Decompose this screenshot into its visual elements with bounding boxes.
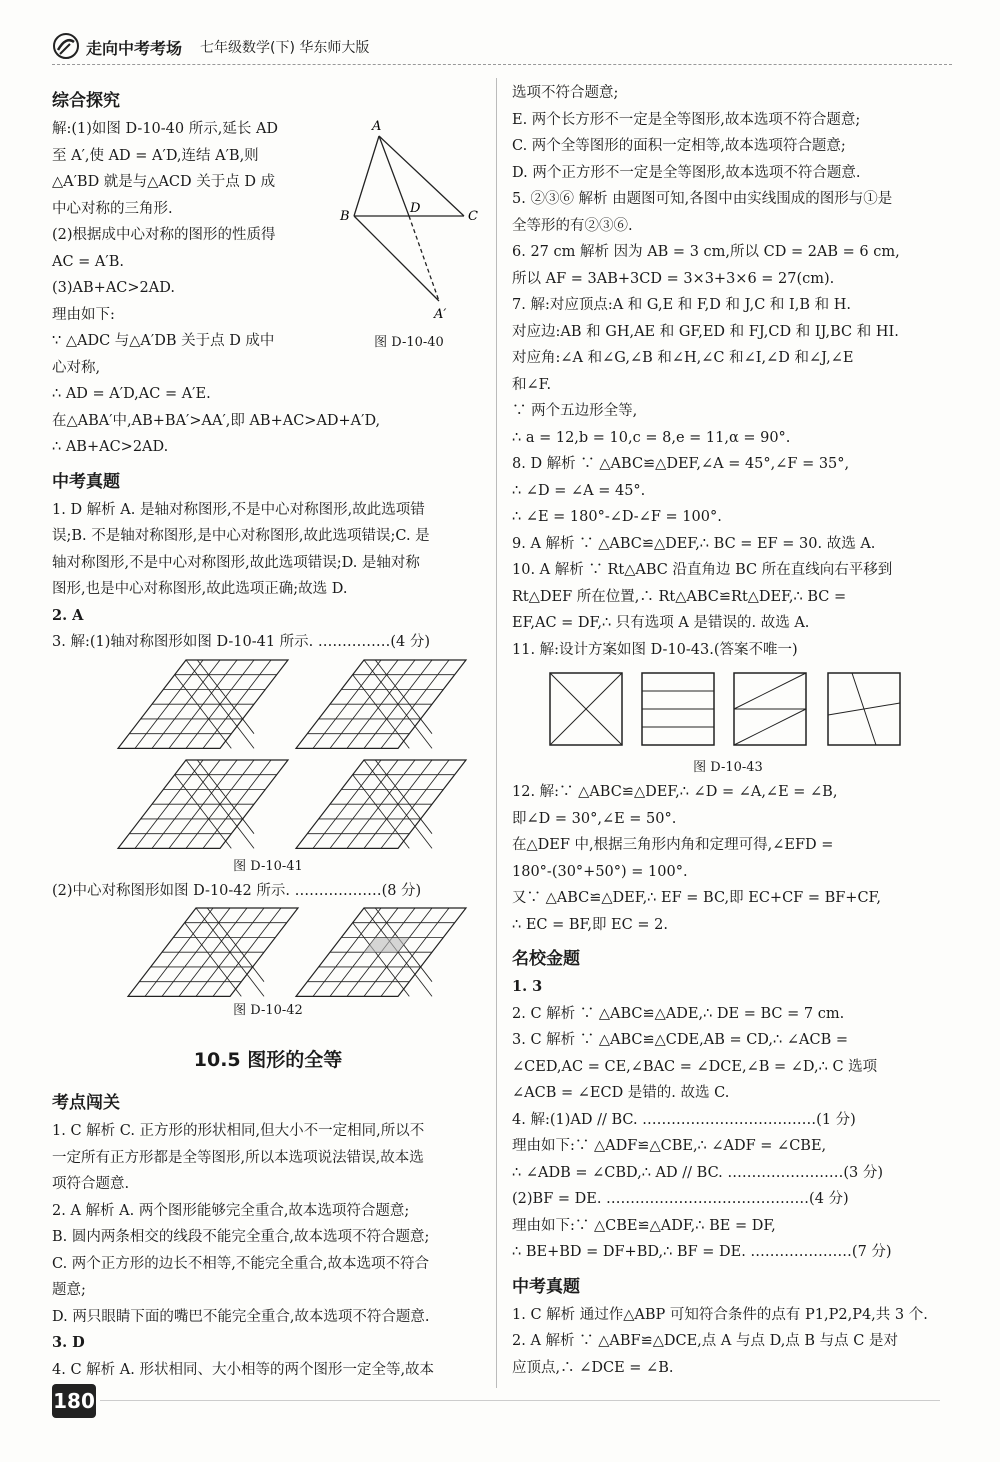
axis-figure-4 [296, 760, 466, 848]
sec1-line: 中心对称的三角形. [52, 200, 173, 217]
section-heading-exam-2: 中考真题 [512, 1276, 580, 1297]
page-number: 180 [52, 1384, 96, 1418]
answer-line: 所以 AF = 3AB+3CD = 3×3+3×6 = 27(cm). [512, 270, 835, 287]
kd-line: C. 两个正方形的边长不相等,不能完全重合,故本选项不符合 [52, 1255, 430, 1272]
section-heading-checkpoint: 考点闯关 [52, 1093, 120, 1113]
mx-line: ∴ BE+BD = DF+BD,∴ BF = DE. …………………(7 分) [512, 1244, 892, 1260]
book-subtitle: 七年级数学(下) 华东师大版 [200, 40, 370, 56]
label-A: A [372, 119, 382, 134]
label-A-prime: A′ [434, 307, 447, 322]
answer-line: 5. ②③⑥ 解析 由题图可知,各图中由实线围成的图形与①是 [512, 191, 893, 207]
kd-line: D. 两只眼睛下面的嘴巴不能完全重合,故本选项不符合题意. [52, 1308, 430, 1325]
square-design-3 [734, 673, 806, 745]
mx-line: 3. C 解析 ∵ △ABC≌△CDE,AB = CD,∴ ∠ACB = [512, 1032, 848, 1048]
label-C: C [468, 209, 478, 224]
tri-grid-figures [52, 656, 484, 856]
sec1-line: 解:(1)如图 D-10-40 所示,延长 AD [52, 121, 279, 137]
section-heading-comprehensive: 综合探究 [52, 91, 120, 111]
figure-d-10-41 [52, 656, 484, 856]
answer-line: 对应角:∠A 和∠G,∠B 和∠H,∠C 和∠I,∠D 和∠J,∠E [512, 350, 854, 366]
kd-line: 3. D [52, 1334, 85, 1351]
sec1-line: AC = A′B. [52, 253, 124, 270]
answer-line: 11. 解:设计方案如图 D-10-43.(答案不唯一) [512, 641, 798, 658]
q2-line: 2. A [52, 606, 84, 624]
footer-divider [100, 1400, 940, 1401]
sec1-line: (3)AB+AC>2AD. [52, 280, 175, 296]
mx-line: 2. C 解析 ∵ △ABC≌△ADE,∴ DE = BC = 7 cm. [512, 1005, 845, 1022]
section-title-10-5: 10.5 图形的全等 [193, 1049, 343, 1071]
zk-line: 1. C 解析 通过作△ABP 可知符合条件的点有 P1,P2,P4,共 3 个. [512, 1306, 928, 1323]
q1-line: 1. D 解析 A. 是轴对称图形,不是中心对称图形,故此选项错 [52, 501, 425, 518]
figure-d-10-40 [334, 116, 484, 356]
kd-line: 一定所有正方形都是全等图形,所以本选项说法错误,故本选 [52, 1149, 424, 1166]
answer-line: 7. 解:对应顶点:A 和 G,E 和 F,D 和 J,C 和 I,B 和 H. [512, 297, 851, 313]
q1-line: 图形,也是中心对称图形,故此选项正确;故选 D. [52, 581, 348, 597]
answer-line: 6. 27 cm 解析 因为 AB = 3 cm,所以 CD = 2AB = 6 cm, [512, 244, 900, 260]
square-design-2 [642, 673, 714, 745]
kd-line: 4. C 解析 A. 形状相同、大小相等的两个图形一定全等,故本 [52, 1361, 435, 1378]
answer-line: 在△DEF 中,根据三角形内角和定理可得,∠EFD = [512, 837, 834, 853]
answer-line: ∴ ∠E = 180°-∠D-∠F = 100°. [512, 509, 722, 525]
figure-caption: 图 D-10-41 [233, 858, 303, 874]
book-title: 走向中考考场 [86, 39, 183, 58]
axis-figure-1 [118, 660, 288, 748]
center-figure-1 [128, 908, 298, 996]
q3-line-2: (2)中心对称图形如图 D-10-42 所示. ………………(8 分) [52, 882, 422, 899]
figure-d-10-42 [52, 904, 484, 1000]
answer-line: 9. A 解析 ∵ △ABC≌△DEF,∴ BC = EF = 30. 故选 A. [512, 535, 876, 552]
answer-line: 8. D 解析 ∵ △ABC≌△DEF,∠A = 45°,∠F = 35°, [512, 456, 850, 472]
square-division-figures [512, 669, 944, 757]
triangle-diagram [334, 116, 484, 331]
sec1-line: 心对称, [52, 359, 101, 376]
page-header [52, 30, 952, 66]
kd-line: 1. C 解析 C. 正方形的形状相同,但大小不一定相同,所以不 [52, 1123, 425, 1139]
answer-line: Rt△DEF 所在位置,∴ Rt△ABC≌Rt△DEF,∴ BC = [512, 588, 847, 605]
q1-line: 误;B. 不是轴对称图形,是中心对称图形,故此选项错误;C. 是 [52, 528, 430, 544]
zk-line: 2. A 解析 ∵ △ABF≌△DCE,点 A 与点 D,点 B 与点 C 是对 [512, 1333, 898, 1349]
sec1-line: 在△ABA′中,AB+BA′>AA′,即 AB+AC>AD+A′D, [52, 412, 381, 429]
sec1-line: ∵ △ADC 与△A′DB 关于点 D 成中 [52, 333, 275, 349]
zk-line: 应顶点,∴ ∠DCE = ∠B. [512, 1359, 674, 1376]
kd-line: B. 圆内两条相交的线段不能完全重合,故本选项不符合题意; [52, 1229, 430, 1245]
sec1-line: 至 A′,使 AD = A′D,连结 A′B,则 [52, 147, 259, 164]
figure-caption: 图 D-10-42 [233, 1003, 303, 1018]
answer-line: EF,AC = DF,∴ 只有选项 A 是错误的. 故选 A. [512, 615, 810, 631]
answer-line: C. 两个全等图形的面积一定相等,故本选项符合题意; [512, 138, 846, 154]
book-logo-icon [52, 32, 80, 60]
q3-line: 3. 解:(1)轴对称图形如图 D-10-41 所示. ……………(4 分) [52, 634, 431, 650]
mx-line: (2)BF = DE. ……………………………………(4 分) [512, 1191, 849, 1207]
mx-line: 1. 3 [512, 978, 543, 995]
square-design-4 [828, 673, 900, 745]
center-figure-2 [296, 908, 466, 996]
answer-line: D. 两个正方形不一定是全等图形,故本选项不符合题意. [512, 164, 861, 181]
right-column [512, 80, 944, 1381]
answer-line: E. 两个长方形不一定是全等图形,故本选项不符合题意; [512, 111, 861, 128]
sec1-line: ∴ AD = A′D,AC = A′E. [52, 386, 211, 402]
answer-line: 和∠F. [512, 376, 552, 393]
answer-line: ∴ a = 12,b = 10,c = 8,e = 11,α = 90°. [512, 429, 791, 446]
left-column [52, 80, 484, 1383]
kd-line: 题意; [52, 1282, 86, 1298]
figure-d-10-43 [512, 669, 944, 757]
mx-line: ∠ACB = ∠ECD 是错的. 故选 C. [512, 1085, 730, 1101]
label-B: B [340, 209, 350, 224]
mx-line: ∠CED,AC = CE,∠BAC = ∠DCE,∠B = ∠D,∴ C 选项 [512, 1058, 878, 1075]
mx-line: ∴ ∠ADB = ∠CBD,∴ AD // BC. ……………………(3 分) [512, 1164, 884, 1181]
figure-caption: 图 D-10-43 [693, 760, 763, 775]
label-D: D [410, 201, 421, 216]
answer-line: ∴ ∠D = ∠A = 45°. [512, 482, 646, 499]
sec1-block [52, 116, 484, 461]
kd-line: 2. A 解析 A. 两个图形能够完全重合,故本选项符合题意; [52, 1202, 410, 1219]
sec1-line: (2)根据成中心对称的图形的性质得 [52, 227, 276, 243]
figure-caption: 图 D-10-40 [374, 335, 444, 350]
answer-line: 180°-(30°+50°) = 100°. [512, 863, 688, 880]
answer-line: ∴ EC = BF,即 EC = 2. [512, 916, 668, 933]
answer-line: 选项不符合题意; [512, 85, 619, 101]
q1-line: 轴对称图形,不是中心对称图形,故此选项错误;D. 是轴对称 [52, 554, 420, 571]
sec1-line: ∴ AB+AC>2AD. [52, 439, 169, 455]
kd-line: 项符合题意. [52, 1176, 130, 1192]
header-divider [52, 64, 952, 65]
answer-line: 对应边:AB 和 GH,AE 和 GF,ED 和 FJ,CD 和 IJ,BC 和 HI. [512, 323, 899, 340]
answer-line: 又∵ △ABC≌△DEF,∴ EF = BC,即 EC+CF = BF+CF, [512, 890, 881, 906]
answer-line: 即∠D = 30°,∠E = 50°. [512, 810, 677, 827]
answer-line: 10. A 解析 ∵ Rt△ABC 沿直角边 BC 所在直线向右平移到 [512, 562, 893, 578]
sec1-line: △A′BD 就是与△ACD 关于点 D 成 [52, 174, 276, 190]
center-sym-figures [52, 904, 484, 1000]
mx-line: 理由如下:∵ △CBE≌△ADF,∴ BE = DF, [512, 1217, 776, 1234]
axis-figure-3 [118, 760, 288, 848]
answer-line: ∵ 两个五边形全等, [512, 403, 638, 419]
section-heading-famous-school: 名校金题 [512, 949, 580, 969]
sec1-line: 理由如下: [52, 306, 115, 323]
column-divider [496, 78, 497, 1388]
section-heading-exam: 中考真题 [52, 471, 120, 492]
answer-line: 12. 解:∵ △ABC≌△DEF,∴ ∠D = ∠A,∠E = ∠B, [512, 784, 838, 800]
mx-line: 理由如下:∵ △ADF≌△CBE,∴ ∠ADF = ∠CBE, [512, 1138, 827, 1154]
square-design-1 [550, 673, 622, 745]
answer-line: 全等形的有②③⑥. [512, 217, 633, 234]
mx-line: 4. 解:(1)AD // BC. ………………………………(1 分) [512, 1111, 856, 1128]
axis-figure-2 [296, 660, 466, 748]
